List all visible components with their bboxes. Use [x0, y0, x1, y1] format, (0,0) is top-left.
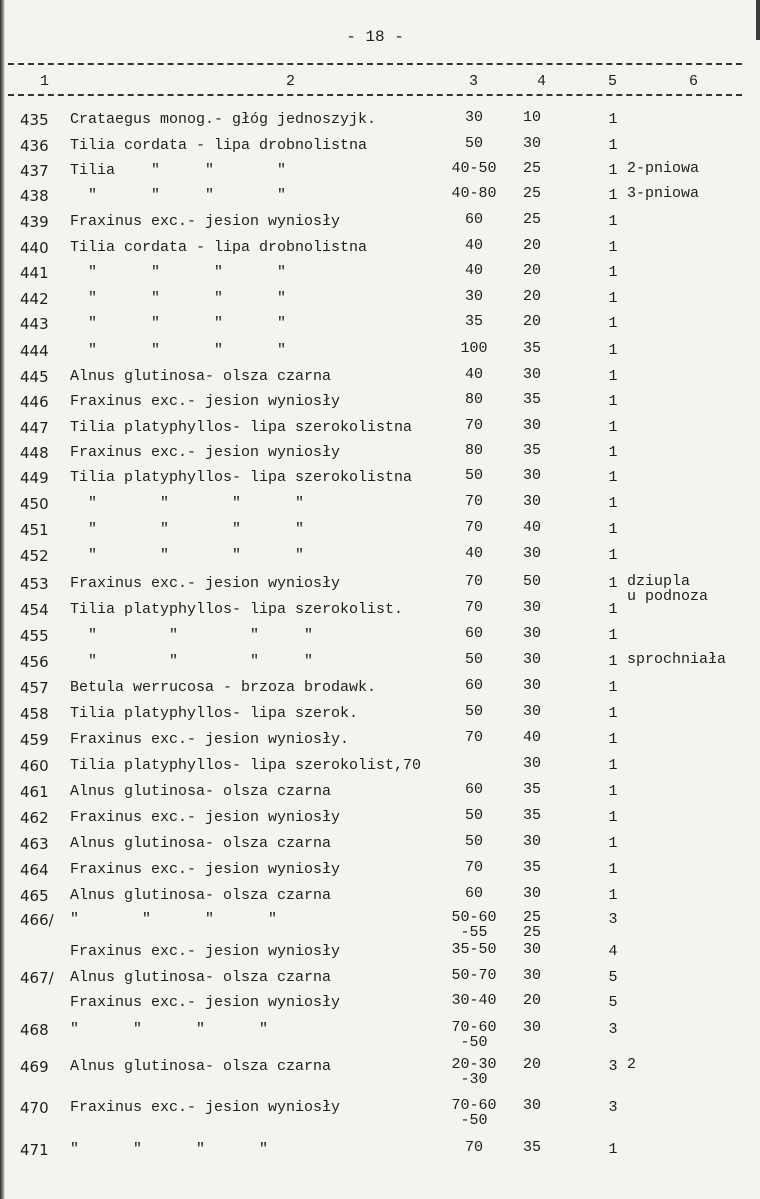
table-row [0, 1140, 760, 1166]
table-row [0, 289, 760, 315]
species-name: " " " " [70, 315, 287, 332]
row-number: 471 [20, 1141, 49, 1159]
page-number: - 18 - [346, 28, 404, 46]
height-value: 30 [522, 677, 541, 694]
table-row [0, 546, 760, 572]
count-value: 1 [608, 419, 618, 436]
diameter-value: 100 [460, 340, 488, 357]
height-value: 20 [522, 262, 541, 279]
height-value: 40 [522, 729, 541, 746]
height-value: 30 [522, 599, 541, 616]
diameter-value: 50 [464, 651, 483, 668]
table-row [0, 468, 760, 494]
count-value: 1 [608, 444, 618, 461]
height-value: 35 [522, 807, 541, 824]
remarks: dziupla u podnoza [627, 573, 709, 605]
height-value: 30 [522, 1097, 541, 1114]
diameter-value: 35 [464, 313, 483, 330]
row-number: 444 [20, 342, 49, 360]
species-name: Crataegus monog.- głóg jednoszyjk. [70, 111, 377, 128]
species-name: Tilia cordata - lipa drobnolistna [70, 137, 368, 154]
height-value: 30 [522, 493, 541, 510]
species-name: Fraxinus exc.- jesion wyniosły. [70, 731, 350, 748]
species-name: Alnus glutinosa- olsza czarna [70, 1058, 332, 1075]
species-name: " " " " [70, 1141, 269, 1158]
remarks: sprochniała [627, 651, 727, 668]
diameter-value: 70 [464, 493, 483, 510]
diameter-value: 70 [464, 573, 483, 590]
species-name: Betula werrucosa - brzoza brodawk. [70, 679, 377, 696]
row-number: 443 [20, 315, 49, 333]
count-value: 1 [608, 315, 618, 332]
diameter-value: 30 [464, 109, 483, 126]
diameter-value: 40 [464, 366, 483, 383]
count-value: 1 [608, 731, 618, 748]
column-header-1: 1 [40, 73, 50, 90]
species-name: " " " " [70, 495, 305, 512]
table-row [0, 520, 760, 546]
row-number: 451 [20, 521, 49, 539]
count-value: 1 [608, 111, 618, 128]
row-number: 438 [20, 187, 49, 205]
count-value: 1 [608, 213, 618, 230]
species-name: Fraxinus exc.- jesion wyniosły [70, 943, 341, 960]
count-value: 1 [608, 1141, 618, 1158]
species-name: " " " " [70, 1021, 269, 1038]
height-value: 30 [522, 545, 541, 562]
row-number: 441 [20, 264, 49, 282]
height-value: 50 [522, 573, 541, 590]
species-name: Tilia " " " [70, 162, 287, 179]
row-number: 458 [20, 705, 49, 723]
table-row [0, 238, 760, 264]
row-number: 436 [20, 137, 49, 155]
column-header-5: 5 [608, 73, 618, 90]
height-value: 30 [522, 625, 541, 642]
table-row [0, 860, 760, 886]
count-value: 3 [608, 1021, 618, 1038]
table-row [0, 392, 760, 418]
diameter-value: 70 [464, 1139, 483, 1156]
row-number: 453 [20, 575, 49, 593]
row-number: 466/ [20, 911, 54, 929]
table-row [0, 968, 760, 994]
count-value: 1 [608, 162, 618, 179]
row-number: 445 [20, 368, 49, 386]
table-row [0, 110, 760, 136]
row-number: 442 [20, 290, 49, 308]
height-value: 30 [522, 885, 541, 902]
height-value: 30 [522, 467, 541, 484]
count-value: 1 [608, 368, 618, 385]
remarks: 2 [627, 1056, 637, 1073]
diameter-value: 70 [464, 729, 483, 746]
species-name: Alnus glutinosa- olsza czarna [70, 969, 332, 986]
count-value: 1 [608, 627, 618, 644]
diameter-value: 60 [464, 677, 483, 694]
count-value: 4 [608, 943, 618, 960]
height-value: 25 25 [522, 909, 541, 941]
diameter-value: 60 [464, 885, 483, 902]
species-name: Fraxinus exc.- jesion wyniosły [70, 393, 341, 410]
diameter-value: 80 [464, 442, 483, 459]
row-number: 439 [20, 213, 49, 231]
diameter-value: 50 [464, 807, 483, 824]
diameter-value: 40-80 [451, 185, 497, 202]
species-name: " " " " [70, 911, 278, 928]
species-name: Fraxinus exc.- jesion wyniosły [70, 1099, 341, 1116]
diameter-value: 60 [464, 211, 483, 228]
count-value: 1 [608, 469, 618, 486]
species-name: " " " " [70, 547, 305, 564]
species-name: Tilia platyphyllos- lipa szerok. [70, 705, 359, 722]
height-value: 35 [522, 391, 541, 408]
row-number: 470 [20, 1099, 49, 1117]
row-number: 465 [20, 887, 49, 905]
diameter-value: 50 [464, 703, 483, 720]
table-row [0, 1019, 760, 1051]
height-value: 35 [522, 340, 541, 357]
diameter-value: 35-50 [451, 941, 497, 958]
table-row [0, 756, 760, 782]
count-value: 1 [608, 601, 618, 618]
row-number: 464 [20, 861, 49, 879]
species-name: " " " " [70, 342, 287, 359]
count-value: 1 [608, 575, 618, 592]
height-value: 10 [522, 109, 541, 126]
row-number: 455 [20, 627, 49, 645]
count-value: 3 [608, 1058, 618, 1075]
height-value: 30 [522, 703, 541, 720]
species-name: Fraxinus exc.- jesion wyniosły [70, 809, 341, 826]
count-value: 3 [608, 1099, 618, 1116]
species-name: Fraxinus exc.- jesion wyniosły [70, 575, 341, 592]
diameter-value: 40-50 [451, 160, 497, 177]
table-row [0, 443, 760, 469]
height-value: 20 [522, 1056, 541, 1073]
row-number: 459 [20, 731, 49, 749]
diameter-value: 80 [464, 391, 483, 408]
count-value: 1 [608, 187, 618, 204]
count-value: 1 [608, 521, 618, 538]
diameter-value: 70 [464, 417, 483, 434]
species-name: Fraxinus exc.- jesion wyniosły [70, 994, 341, 1011]
row-number: 462 [20, 809, 49, 827]
table-row [0, 263, 760, 289]
height-value: 35 [522, 781, 541, 798]
species-name: Fraxinus exc.- jesion wyniosły [70, 861, 341, 878]
species-name: " " " " [70, 627, 314, 644]
count-value: 3 [608, 911, 618, 928]
row-number: 454 [20, 601, 49, 619]
column-header-2: 2 [286, 73, 296, 90]
table-row [0, 314, 760, 340]
count-value: 1 [608, 137, 618, 154]
count-value: 1 [608, 809, 618, 826]
table-row [0, 600, 760, 626]
height-value: 30 [522, 366, 541, 383]
species-name: Tilia cordata - lipa drobnolistna [70, 239, 368, 256]
diameter-value: 70 [464, 599, 483, 616]
count-value: 5 [608, 994, 618, 1011]
row-number: 460 [20, 757, 49, 775]
row-number: 456 [20, 653, 49, 671]
species-name: " " " " [70, 187, 287, 204]
diameter-value: 60 [464, 781, 483, 798]
table-row [0, 418, 760, 444]
count-value: 1 [608, 679, 618, 696]
height-value: 30 [522, 941, 541, 958]
row-number: 440 [20, 239, 49, 257]
species-name: Fraxinus exc.- jesion wyniosły [70, 213, 341, 230]
height-value: 30 [522, 1019, 541, 1036]
remarks: 2-pniowa [627, 160, 700, 177]
table-row [0, 808, 760, 834]
species-name: Fraxinus exc.- jesion wyniosły [70, 444, 341, 461]
table-row [0, 993, 760, 1019]
column-header-4: 4 [537, 73, 547, 90]
table-row [0, 909, 760, 941]
row-number: 446 [20, 393, 49, 411]
table-row [0, 186, 760, 212]
diameter-value: 40 [464, 545, 483, 562]
table-row [0, 161, 760, 187]
table-row [0, 886, 760, 912]
height-value: 35 [522, 1139, 541, 1156]
species-name: " " " " [70, 521, 305, 538]
count-value: 1 [608, 653, 618, 670]
diameter-value: 50 [464, 833, 483, 850]
table-row [0, 136, 760, 162]
count-value: 1 [608, 835, 618, 852]
height-value: 35 [522, 859, 541, 876]
diameter-value: 30-40 [451, 992, 497, 1009]
count-value: 1 [608, 342, 618, 359]
diameter-value: 40 [464, 237, 483, 254]
height-value: 30 [522, 755, 541, 772]
height-value: 25 [522, 211, 541, 228]
height-value: 30 [522, 967, 541, 984]
height-value: 40 [522, 519, 541, 536]
diameter-value: 50-70 [451, 967, 497, 984]
diameter-value: 70 [464, 859, 483, 876]
row-number: 450 [20, 495, 49, 513]
species-name: Tilia platyphyllos- lipa szerokolist,70 [70, 757, 422, 774]
count-value: 1 [608, 264, 618, 281]
height-value: 30 [522, 651, 541, 668]
count-value: 1 [608, 393, 618, 410]
count-value: 1 [608, 887, 618, 904]
species-name: Alnus glutinosa- olsza czarna [70, 835, 332, 852]
table-row [0, 942, 760, 968]
table-row [0, 573, 760, 605]
row-number: 457 [20, 679, 49, 697]
diameter-value: 20-30 -30 [451, 1056, 497, 1088]
count-value: 1 [608, 757, 618, 774]
height-value: 20 [522, 288, 541, 305]
row-number: 437 [20, 162, 49, 180]
row-number: 435 [20, 111, 49, 129]
species-name: Tilia platyphyllos- lipa szerokolist. [70, 601, 404, 618]
height-value: 20 [522, 992, 541, 1009]
height-value: 25 [522, 185, 541, 202]
table-row [0, 1056, 760, 1088]
species-name: " " " " [70, 290, 287, 307]
diameter-value: 70 [464, 519, 483, 536]
table-row [0, 367, 760, 393]
row-number: 468 [20, 1021, 49, 1039]
row-number: 461 [20, 783, 49, 801]
table-row [0, 652, 760, 678]
height-value: 30 [522, 833, 541, 850]
table-row [0, 1097, 760, 1129]
table-row [0, 341, 760, 367]
species-name: Alnus glutinosa- olsza czarna [70, 783, 332, 800]
table-row [0, 678, 760, 704]
count-value: 1 [608, 290, 618, 307]
column-header-6: 6 [689, 73, 699, 90]
species-name: Tilia platyphyllos- lipa szerokolistna [70, 419, 413, 436]
species-name: " " " " [70, 264, 287, 281]
diameter-value: 50 [464, 135, 483, 152]
row-number: 447 [20, 419, 49, 437]
row-number: 449 [20, 469, 49, 487]
row-number: 448 [20, 444, 49, 462]
table-row [0, 730, 760, 756]
species-name: Alnus glutinosa- olsza czarna [70, 368, 332, 385]
count-value: 1 [608, 547, 618, 564]
diameter-value: 50-60 -55 [451, 909, 497, 941]
species-name: Tilia platyphyllos- lipa szerokolistna [70, 469, 413, 486]
count-value: 5 [608, 969, 618, 986]
count-value: 1 [608, 705, 618, 722]
count-value: 1 [608, 239, 618, 256]
remarks: 3-pniowa [627, 185, 700, 202]
table-row [0, 626, 760, 652]
height-value: 30 [522, 417, 541, 434]
height-value: 25 [522, 160, 541, 177]
column-header-3: 3 [469, 73, 479, 90]
table-row [0, 212, 760, 238]
count-value: 1 [608, 861, 618, 878]
diameter-value: 70-60 -50 [451, 1019, 497, 1051]
count-value: 1 [608, 783, 618, 800]
row-number: 467/ [20, 969, 54, 987]
diameter-value: 60 [464, 625, 483, 642]
row-number: 469 [20, 1058, 49, 1076]
height-value: 20 [522, 237, 541, 254]
diameter-value: 50 [464, 467, 483, 484]
table-row [0, 782, 760, 808]
height-value: 30 [522, 135, 541, 152]
row-number: 452 [20, 547, 49, 565]
species-name: Alnus glutinosa- olsza czarna [70, 887, 332, 904]
species-name: " " " " [70, 653, 314, 670]
count-value: 1 [608, 495, 618, 512]
diameter-value: 70-60 -50 [451, 1097, 497, 1129]
diameter-value: 30 [464, 288, 483, 305]
row-number: 463 [20, 835, 49, 853]
table-row [0, 494, 760, 520]
table-row [0, 834, 760, 860]
height-value: 35 [522, 442, 541, 459]
height-value: 20 [522, 313, 541, 330]
table-row [0, 704, 760, 730]
diameter-value: 40 [464, 262, 483, 279]
